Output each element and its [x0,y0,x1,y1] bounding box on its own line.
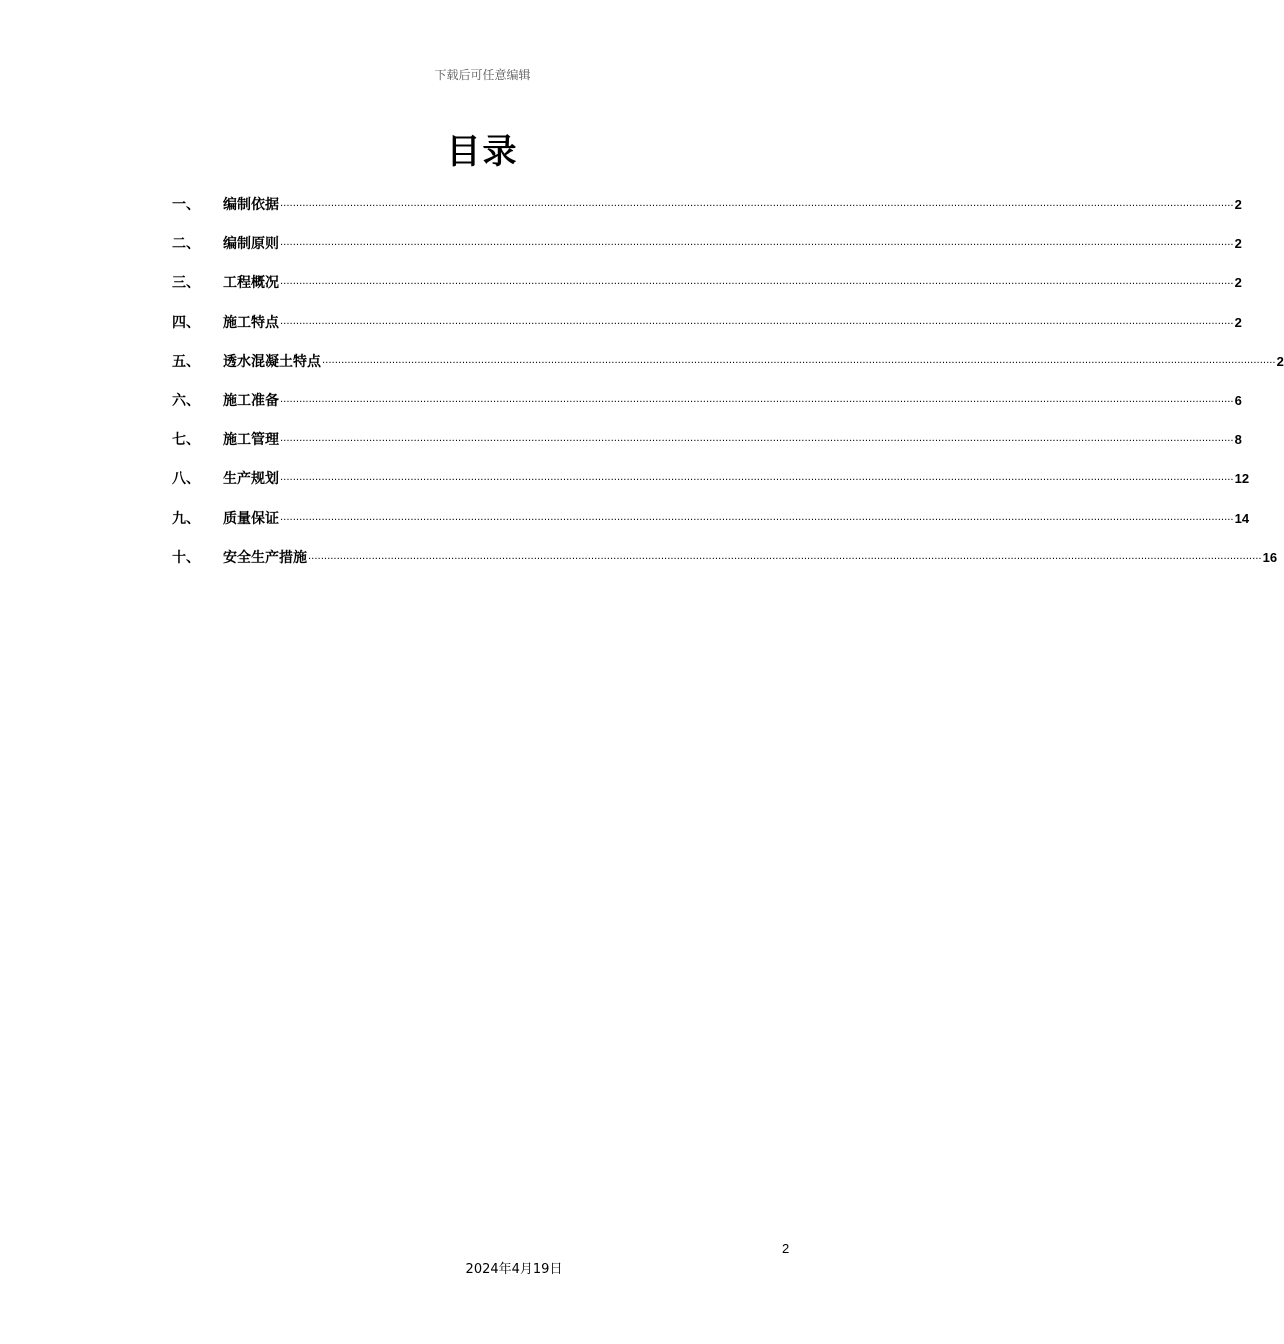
toc-entry-number: 六、 [172,392,200,409]
toc-entry-label: 施工特点 [223,314,279,331]
toc-entry-number: 一、 [172,197,200,213]
toc-entry-page: 2 [1234,275,1242,291]
toc-entry-page: 16 [1262,549,1278,565]
toc-dot-leader: ············································································································································································································································································································ [280,318,1234,330]
toc-entry[interactable] [172,312,1242,351]
toc-entry-page: 2 [1234,236,1242,252]
footer-date: 2024年4月19日 [465,1262,563,1277]
toc-dot-leader: ············································································································································································································································································································ [280,436,1234,448]
toc-entry[interactable] [172,429,1242,468]
toc-dot-leader: ············································································································································································································································································································ [280,201,1234,212]
toc-entry[interactable] [172,468,1250,507]
toc-entry[interactable] [172,351,1284,390]
toc-entry-number: 五、 [172,353,200,370]
toc-entry[interactable] [172,233,1242,272]
toc-entry-label: 编制依据 [223,197,279,213]
toc-entry-number: 九、 [172,510,200,527]
toc-entry-page: 8 [1234,432,1242,448]
page-title: 目录 [446,132,519,172]
toc-entry-number: 四、 [172,314,200,331]
toc-entry-page: 2 [1234,197,1242,212]
toc-entry-label: 透水混凝土特点 [223,353,321,370]
toc-entry-page: 2 [1234,314,1242,330]
toc-dot-leader: ············································································································································································································································································································ [280,279,1234,291]
toc-dot-leader: ············································································································································································································································································································ [280,475,1234,487]
toc-entry-page: 14 [1234,510,1250,526]
toc-entry-label: 施工管理 [223,432,279,449]
toc-entry-number: 七、 [172,432,200,449]
toc-entry[interactable] [172,272,1242,311]
toc-entry-label: 生产规划 [223,471,279,488]
toc-entry-number: 三、 [172,275,200,292]
header-note: 下载后可任意编辑 [434,68,531,82]
toc-entry-page: 2 [1276,353,1284,369]
toc-entry-page: 6 [1234,392,1242,408]
toc-dot-leader: ············································································································································································································································································································ [308,553,1262,565]
toc-entry-number: 十、 [172,549,200,566]
toc-entry-page: 12 [1234,471,1250,487]
toc-entry-label: 质量保证 [223,510,279,527]
toc-dot-leader: ············································································································································································································································································································ [280,240,1234,252]
toc-dot-leader: ············································································································································································································································································································ [280,396,1234,408]
toc-entry-number: 二、 [172,236,200,253]
toc-entry[interactable] [172,390,1242,429]
toc-entry-number: 八、 [172,471,200,488]
toc-entry[interactable] [172,547,1278,586]
toc-entry[interactable] [172,508,1250,547]
table-of-contents [172,194,1284,586]
toc-dot-leader: ············································································································································································································································································································ [280,514,1234,526]
toc-entry[interactable] [172,194,1242,233]
toc-entry-label: 安全生产措施 [223,549,307,566]
toc-entry-label: 施工准备 [223,392,279,409]
toc-entry-label: 编制原则 [223,236,279,253]
toc-entry-label: 工程概况 [223,275,279,292]
page-number: 2 [782,1241,790,1256]
toc-dot-leader: ············································································································································································································································································································ [322,357,1276,369]
